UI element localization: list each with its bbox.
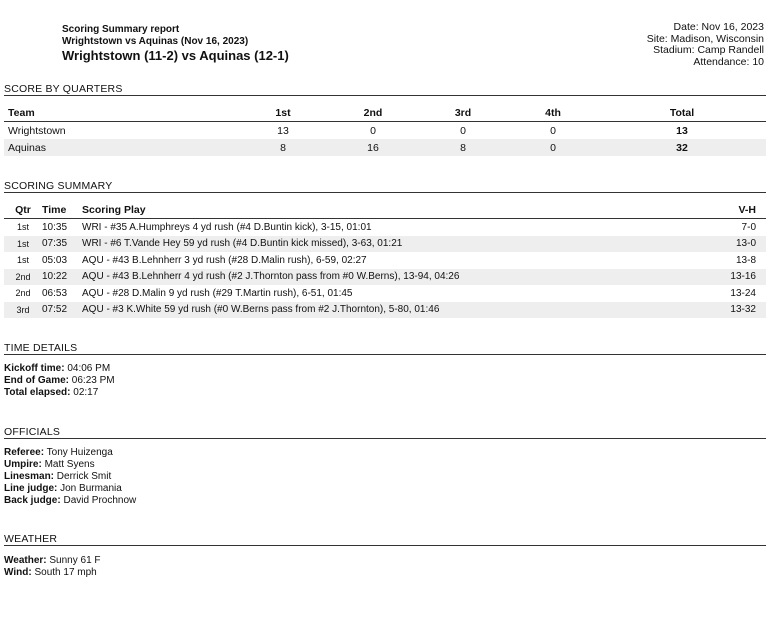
q1-score: 13 — [277, 124, 289, 137]
section-divider — [4, 354, 766, 355]
play-time: 05:03 — [42, 254, 68, 266]
weather-list — [4, 555, 101, 579]
q2-score: 0 — [370, 124, 376, 137]
q3-score: 8 — [418, 139, 508, 156]
linesman-value: Derrick Smit — [54, 471, 112, 482]
play-quarter: 2nd — [15, 288, 31, 299]
list-item — [4, 447, 136, 459]
end-of-game-value: 06:23 PM — [69, 375, 115, 386]
list-item — [4, 375, 115, 387]
section-title-time: TIME DETAILS — [4, 342, 78, 354]
play-quarter: 1st — [4, 236, 42, 253]
list-item — [4, 459, 136, 471]
report-header — [62, 24, 289, 62]
play-quarter: 3rd — [4, 302, 42, 319]
matchup-title: Wrightstown (11-2) vs Aquinas (12-1) — [62, 48, 289, 63]
section-title-weather: WEATHER — [4, 533, 58, 545]
play-score: 13-16 — [706, 269, 766, 286]
list-item — [4, 483, 136, 495]
list-item — [4, 555, 101, 567]
play-score: 13-24 — [730, 287, 756, 299]
play-description: AQU - #43 B.Lehnherr 4 yd rush (#2 J.Thornton pass from #0 W.Berns), 13-94, 04:26 — [82, 269, 706, 286]
officials-list — [4, 447, 136, 507]
quarters-table — [4, 104, 766, 156]
kickoff-value: 04:06 PM — [64, 363, 111, 374]
q4-score: 0 — [550, 124, 556, 137]
table-row — [4, 236, 766, 253]
col-q1: 1st — [238, 104, 328, 122]
list-item — [4, 495, 136, 507]
play-quarter: 1st — [16, 222, 29, 233]
play-time: 07:35 — [42, 236, 82, 253]
referee-label: Referee: — [4, 447, 45, 458]
play-quarter: 1st — [16, 255, 29, 266]
table-row — [4, 302, 766, 319]
umpire-label: Umpire: — [4, 459, 42, 470]
kickoff-label: Kickoff time: — [4, 363, 65, 374]
col-q4: 4th — [508, 104, 598, 122]
line-judge-value: Jon Burmania — [57, 483, 122, 494]
col-scoring-play: Scoring Play — [82, 201, 706, 219]
col-q2: 2nd — [328, 104, 418, 122]
wind-value: South 17 mph — [31, 567, 97, 578]
play-quarter: 2nd — [4, 269, 42, 286]
col-vh: V-H — [706, 201, 766, 219]
time-details-list — [4, 363, 115, 399]
table-row — [4, 219, 766, 236]
table-row — [4, 139, 766, 156]
wind-label: Wind: — [4, 567, 32, 578]
game-site: Site: Madison, Wisconsin — [646, 32, 764, 45]
team-name: Wrightstown — [8, 124, 66, 137]
total-elapsed-value: 02:17 — [70, 387, 99, 398]
game-line: Wrightstown vs Aquinas (Nov 16, 2023) — [62, 36, 249, 47]
play-description: WRI - #6 T.Vande Hey 59 yd rush (#4 D.Buntin kick missed), 3-63, 01:21 — [82, 236, 706, 253]
play-description: AQU - #3 K.White 59 yd rush (#0 W.Berns pass from #2 J.Thornton), 5-80, 01:46 — [82, 302, 706, 319]
referee-value: Tony Huizenga — [44, 447, 113, 458]
end-of-game-label: End of Game: — [4, 375, 70, 386]
play-score: 13-0 — [706, 236, 766, 253]
total-elapsed-label: Total elapsed: — [4, 387, 71, 398]
weather-value: Sunny 61 F — [46, 555, 101, 566]
game-stadium: Stadium: Camp Randell — [653, 44, 764, 56]
total-score: 13 — [676, 124, 688, 137]
table-row — [4, 252, 766, 269]
q2-score: 16 — [328, 139, 418, 156]
quarters-header-row — [4, 104, 766, 122]
scoring-header-row — [4, 201, 766, 219]
q1-score: 8 — [238, 139, 328, 156]
report-title: Scoring Summary report — [62, 24, 180, 35]
col-time: Time — [42, 201, 82, 219]
total-score: 32 — [598, 139, 766, 156]
list-item — [4, 387, 115, 399]
list-item — [4, 471, 136, 483]
play-score: 7-0 — [741, 221, 756, 233]
line-judge-label: Line judge: — [4, 483, 58, 494]
scoring-table — [4, 201, 766, 318]
section-divider — [4, 95, 766, 96]
section-divider — [4, 545, 766, 546]
game-attendance: Attendance: 10 — [693, 55, 764, 68]
section-divider — [4, 192, 766, 193]
play-description: WRI - #35 A.Humphreys 4 yd rush (#4 D.Buntin kick), 3-15, 01:01 — [82, 221, 372, 233]
section-title-quarters: SCORE BY QUARTERS — [4, 83, 123, 95]
col-q3: 3rd — [418, 104, 508, 122]
table-row — [4, 285, 766, 302]
section-title-officials: OFFICIALS — [4, 426, 61, 438]
play-time: 07:52 — [42, 302, 82, 319]
team-name: Aquinas — [4, 139, 238, 156]
q3-score: 0 — [460, 124, 466, 137]
play-description: AQU - #28 D.Malin 9 yd rush (#29 T.Martin rush), 6-51, 01:45 — [82, 287, 353, 299]
play-score: 13-8 — [735, 254, 756, 266]
list-item — [4, 363, 115, 375]
umpire-value: Matt Syens — [41, 459, 95, 470]
back-judge-label: Back judge: — [4, 495, 61, 506]
table-row — [4, 122, 766, 140]
back-judge-value: David Prochnow — [60, 495, 137, 506]
section-divider — [4, 438, 766, 439]
col-team: Team — [4, 104, 238, 122]
play-time: 06:53 — [42, 287, 68, 299]
linesman-label: Linesman: — [4, 471, 55, 482]
weather-label: Weather: — [4, 555, 47, 566]
play-description: AQU - #43 B.Lehnherr 3 yd rush (#28 D.Malin rush), 6-59, 02:27 — [82, 254, 367, 266]
list-item — [4, 567, 101, 579]
play-time: 10:22 — [42, 269, 82, 286]
section-title-scoring: SCORING SUMMARY — [4, 180, 113, 192]
play-time: 10:35 — [42, 221, 68, 233]
game-date: Date: Nov 16, 2023 — [673, 21, 764, 33]
q4-score: 0 — [508, 139, 598, 156]
col-total: Total — [598, 104, 766, 122]
play-score: 13-32 — [706, 302, 766, 319]
col-qtr: Qtr — [4, 201, 42, 219]
game-info — [647, 22, 764, 68]
table-row — [4, 269, 766, 286]
